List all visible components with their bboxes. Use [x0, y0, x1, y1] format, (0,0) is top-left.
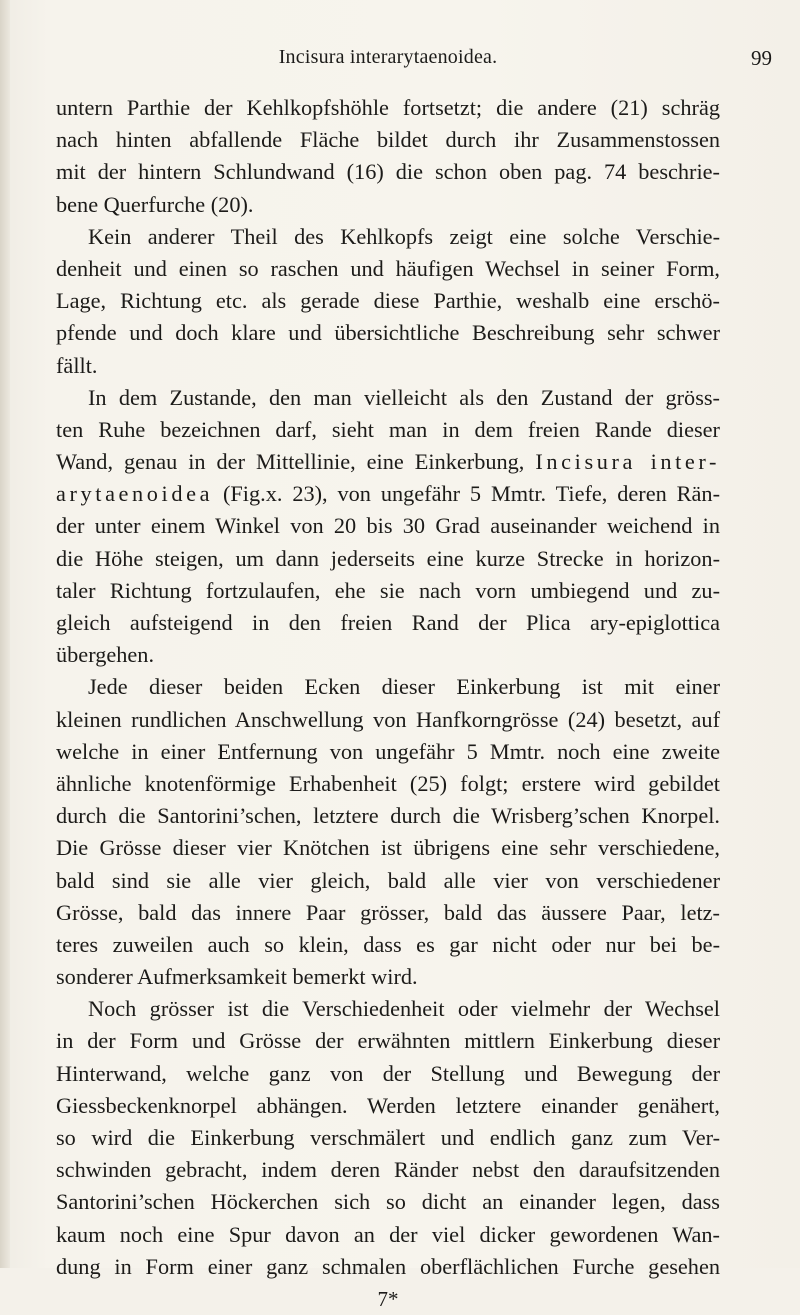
text-line: Kein anderer Theil des Kehlkopfs zeigt eine solche Verschie-	[88, 223, 720, 249]
text-run: Wand, genau in der Mittellinie, eine Einkerbung,	[56, 449, 525, 475]
text-line	[56, 446, 720, 478]
text-line: ten Ruhe bezeichnen darf, sieht man in dem freien Rande dieser	[56, 416, 720, 442]
text-line: Die Grösse dieser vier Knötchen ist übrigens eine sehr verschiedene,	[56, 835, 720, 861]
text-line: dung in Form einer ganz schmalen oberflächlichen Furche gesehen	[56, 1253, 720, 1279]
text-line: die Höhe steigen, um dann jederseits eine kurze Strecke in horizon-	[56, 545, 720, 571]
text-line: Lage, Richtung etc. als gerade diese Parthie, weshalb eine erschö-	[56, 288, 720, 314]
text-line: in der Form und Grösse der erwähnten mittlern Einkerbung dieser	[56, 1028, 720, 1054]
text-line: welche in einer Entfernung von ungefähr 5 Mmtr. noch eine zweite	[56, 738, 720, 764]
text-line: nach hinten abfallende Fläche bildet durch ihr Zusammenstossen	[56, 127, 720, 153]
page-binding-edge	[0, 0, 10, 1268]
text-line: der unter einem Winkel von 20 bis 30 Grad auseinander weichend in	[56, 513, 720, 539]
text-line: kaum noch eine Spur davon an der viel dicker gewordenen Wan-	[56, 1221, 720, 1247]
running-title: Incisura interarytaenoidea.	[278, 46, 498, 68]
term-incisura: Incisura inter-	[535, 449, 721, 475]
text-run: (Fig.x. 23), von ungefähr 5 Mmtr. Tiefe, deren Rän-	[222, 481, 720, 507]
text-line: ähnliche knotenförmige Erhabenheit (25) folgt; erstere wird gebildet	[56, 770, 720, 796]
text-line: durch die Santorini’schen, letztere durch die Wrisberg’schen Knorpel.	[56, 803, 720, 829]
text-line: kleinen rundlichen Anschwellung von Hanfkorngrösse (24) besetzt, auf	[56, 706, 720, 732]
page-number: 99	[751, 46, 772, 70]
text-line: übergehen.	[56, 642, 155, 668]
text-line: fällt.	[56, 352, 98, 378]
text-line: gleich aufsteigend in den freien Rand der Plica ary-epiglottica	[56, 610, 720, 635]
text-line: mit der hintern Schlundwand (16) die schon oben pag. 74 beschrie-	[56, 159, 720, 185]
text-line: taler Richtung fortzulaufen, ehe sie nach vorn umbiegend und zu-	[56, 577, 720, 603]
text-line: pfende und doch klare und übersichtliche Beschreibung sehr schwer	[56, 320, 720, 346]
term-arytaenoidea: arytaenoidea	[56, 481, 214, 507]
page-header	[56, 46, 772, 80]
text-line: Santorini’schen Höckerchen sich so dicht an einander legen, dass	[56, 1189, 720, 1215]
body-text	[56, 92, 720, 1315]
text-line: bald sind sie alle vier gleich, bald alle vier von verschiedener	[56, 867, 720, 893]
text-line	[56, 478, 720, 510]
signature-mark: 7*	[377, 1286, 399, 1311]
text-line: Jede dieser beiden Ecken dieser Einkerbung ist mit einer	[88, 674, 720, 700]
text-line: untern Parthie der Kehlkopfshöhle fortsetzt; die andere (21) schräg	[56, 95, 720, 120]
text-line: Noch grösser ist die Verschiedenheit oder vielmehr der Wechsel	[88, 996, 720, 1022]
text-line: Giessbeckenknorpel abhängen. Werden letztere einander genähert,	[56, 1092, 720, 1118]
text-line: sonderer Aufmerksamkeit bemerkt wird.	[56, 964, 418, 990]
text-line: denheit und einen so raschen und häufigen Wechsel in seiner Form,	[56, 255, 720, 281]
text-line: schwinden gebracht, indem deren Ränder nebst den daraufsitzenden	[56, 1157, 720, 1183]
text-line: Hinterwand, welche ganz von der Stellung und Bewegung der	[56, 1060, 720, 1086]
text-line: In dem Zustande, den man vielleicht als den Zustand der gröss-	[88, 384, 720, 410]
text-line: Grösse, bald das innere Paar grösser, bald das äussere Paar, letz-	[56, 899, 720, 925]
text-line: teres zuweilen auch so klein, dass es gar nicht oder nur bei be-	[56, 931, 720, 957]
text-line: so wird die Einkerbung verschmälert und endlich ganz zum Ver-	[56, 1125, 720, 1150]
text-line: bene Querfurche (20).	[56, 191, 254, 217]
